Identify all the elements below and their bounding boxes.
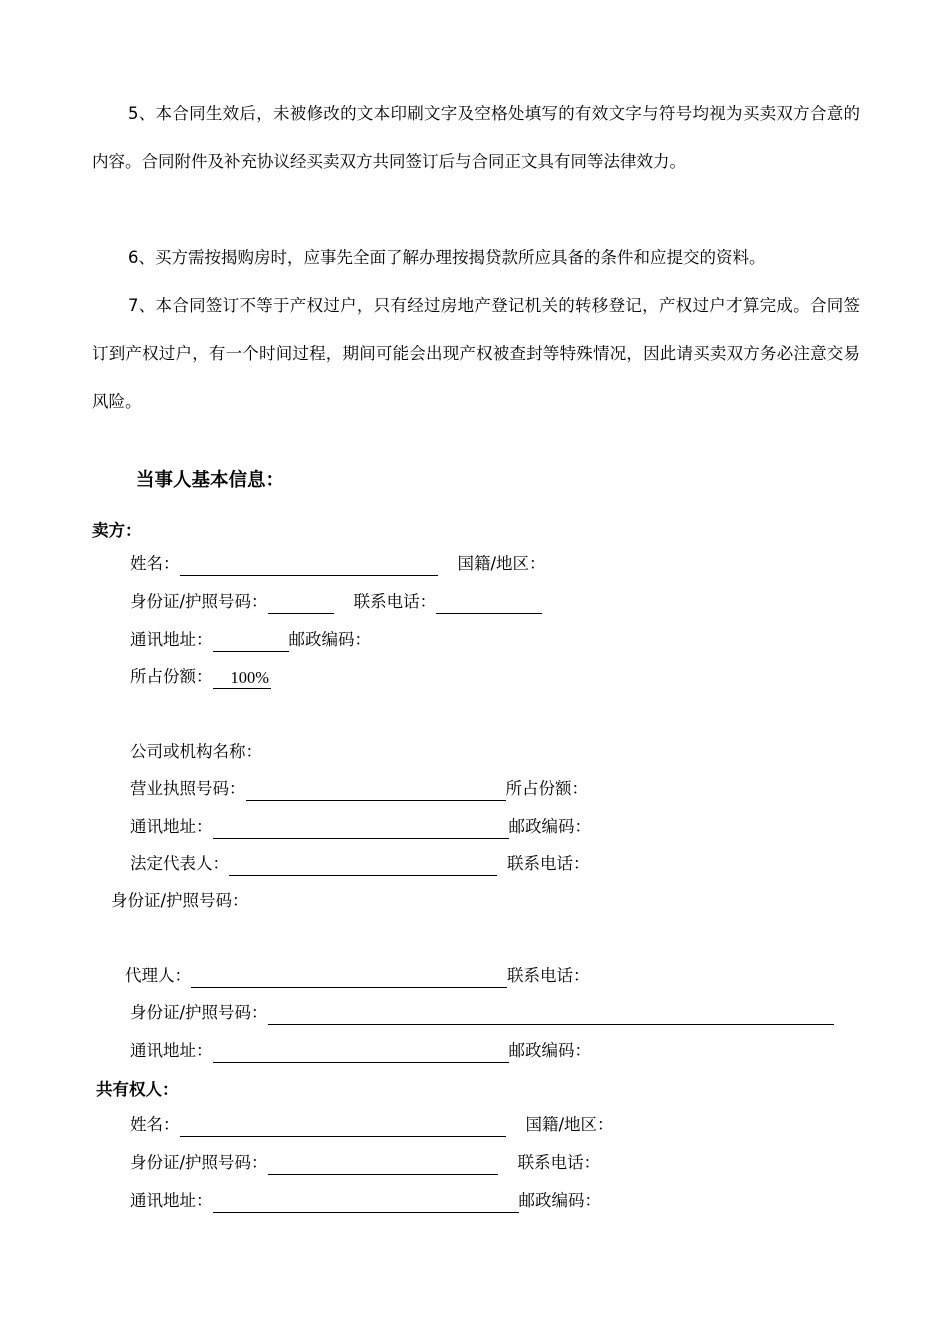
company-name-row bbox=[130, 740, 262, 764]
agent-address-label: 通讯地址： bbox=[130, 1041, 213, 1060]
co-owner-id-row bbox=[130, 1151, 600, 1175]
co-owner-address-row bbox=[130, 1189, 601, 1213]
legal-rep-row bbox=[130, 852, 590, 876]
clause-5: 5、本合同生效后，未被修改的文本印刷文字及空格处填写的有效文字与符号均视为买卖双方合意的内容。合同附件及补充协议经买卖双方共同签订后与合同正文具有同等法律效力。 bbox=[92, 104, 860, 171]
co-owner-nationality-label: 国籍/地区： bbox=[525, 1115, 614, 1134]
license-row bbox=[130, 777, 588, 801]
seller-share-label: 所占份额： bbox=[130, 667, 213, 686]
legal-rep-id-label: 身份证/护照号码： bbox=[111, 891, 249, 910]
agent-address-row bbox=[130, 1039, 591, 1063]
co-owner-label: 共有权人： bbox=[96, 1080, 179, 1099]
co-owner-id-label: 身份证/护照号码： bbox=[130, 1153, 268, 1172]
agent-row bbox=[125, 964, 590, 988]
seller-address-field[interactable] bbox=[213, 631, 289, 652]
agent-postcode-label: 邮政编码： bbox=[508, 1041, 591, 1060]
co-owner-postcode-label: 邮政编码： bbox=[518, 1191, 601, 1210]
seller-id-row bbox=[130, 590, 542, 614]
legal-rep-id-row bbox=[111, 889, 249, 913]
seller-address-row bbox=[130, 628, 371, 652]
co-owner-name-label: 姓名： bbox=[130, 1115, 180, 1134]
company-name-label: 公司或机构名称： bbox=[130, 742, 262, 761]
clause-6: 6、买方需按揭购房时，应事先全面了解办理按揭贷款所应具备的条件和应提交的资料。 bbox=[128, 248, 766, 267]
company-address-field[interactable] bbox=[213, 818, 509, 839]
seller-label: 卖方： bbox=[92, 521, 142, 540]
seller-name-label: 姓名： bbox=[130, 554, 180, 573]
seller-phone-field[interactable] bbox=[436, 593, 542, 614]
legal-rep-field[interactable] bbox=[229, 855, 497, 876]
company-share-label: 所占份额： bbox=[505, 779, 588, 798]
seller-share-value[interactable]: 100% bbox=[213, 668, 272, 689]
co-owner-name-row bbox=[130, 1113, 614, 1137]
seller-id-label: 身份证/护照号码： bbox=[130, 592, 268, 611]
section-title: 当事人基本信息： bbox=[136, 470, 285, 491]
company-postcode-label: 邮政编码： bbox=[508, 817, 591, 836]
agent-id-row bbox=[130, 1001, 834, 1025]
seller-phone-label: 联系电话： bbox=[353, 592, 437, 611]
co-owner-name-field[interactable] bbox=[180, 1116, 506, 1137]
seller-name-field[interactable] bbox=[180, 555, 438, 576]
seller-nationality-label: 国籍/地区： bbox=[457, 554, 546, 573]
agent-label: 代理人： bbox=[125, 966, 191, 985]
co-owner-address-field[interactable] bbox=[213, 1192, 519, 1213]
seller-postcode-label: 邮政编码： bbox=[288, 630, 371, 649]
seller-id-field[interactable] bbox=[268, 593, 334, 614]
agent-id-label: 身份证/护照号码： bbox=[130, 1003, 268, 1022]
agent-phone-label: 联系电话： bbox=[507, 966, 590, 985]
agent-id-field[interactable] bbox=[268, 1004, 834, 1025]
company-address-row bbox=[130, 815, 591, 839]
agent-field[interactable] bbox=[191, 967, 507, 988]
seller-share-row bbox=[130, 665, 271, 689]
legal-rep-label: 法定代表人： bbox=[130, 854, 229, 873]
agent-address-field[interactable] bbox=[213, 1042, 509, 1063]
seller-name-row bbox=[130, 552, 546, 576]
co-owner-address-label: 通讯地址： bbox=[130, 1191, 213, 1210]
license-label: 营业执照号码： bbox=[130, 779, 246, 798]
co-owner-phone-label: 联系电话： bbox=[517, 1153, 601, 1172]
company-address-label: 通讯地址： bbox=[130, 817, 213, 836]
license-field[interactable] bbox=[246, 780, 506, 801]
seller-address-label: 通讯地址： bbox=[130, 630, 213, 649]
legal-rep-phone-label: 联系电话： bbox=[507, 854, 590, 873]
clause-7: 7、本合同签订不等于产权过户，只有经过房地产登记机关的转移登记，产权过户才算完成。合同签订到产权过户，有一个时间过程，期间可能会出现产权被查封等特殊情况，因此请买卖双方务必注意交易风险。 bbox=[92, 296, 860, 411]
co-owner-id-field[interactable] bbox=[268, 1154, 498, 1175]
